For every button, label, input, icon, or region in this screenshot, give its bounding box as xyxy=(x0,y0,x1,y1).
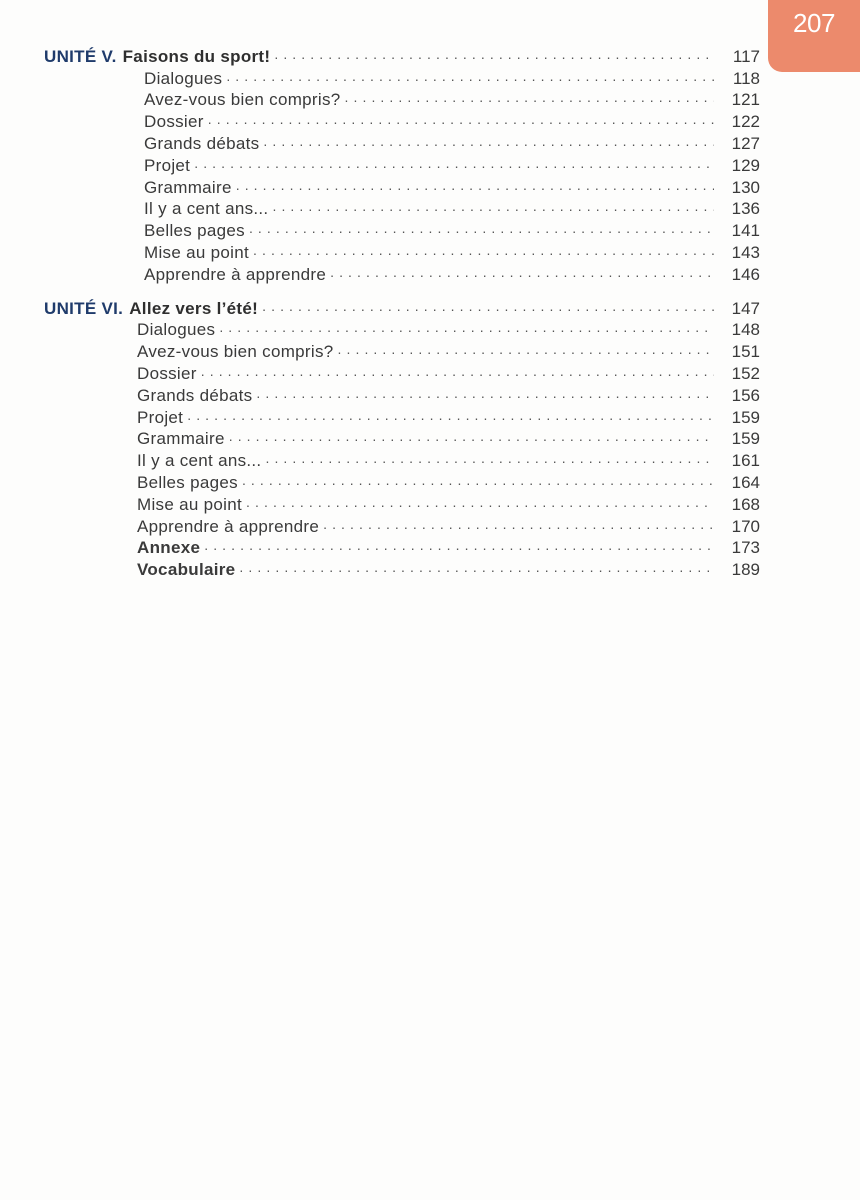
toc-entry-page: 151 xyxy=(731,342,760,362)
table-of-contents xyxy=(0,45,860,580)
toc-entry-page: 159 xyxy=(731,407,760,427)
dot-leader xyxy=(204,538,714,558)
toc-entry-page: 141 xyxy=(731,221,760,241)
dot-leader xyxy=(208,112,714,132)
dot-leader xyxy=(338,342,714,362)
toc-entry[interactable] xyxy=(0,384,760,406)
toc-entry-page: 164 xyxy=(731,472,760,492)
toc-entry-page: 121 xyxy=(731,90,760,110)
toc-entry[interactable] xyxy=(0,154,760,176)
dot-leader xyxy=(262,299,714,319)
toc-entry[interactable] xyxy=(0,110,760,132)
toc-entry-page: 173 xyxy=(731,538,760,558)
toc-entry-page: 130 xyxy=(731,177,760,197)
dot-leader xyxy=(226,69,714,89)
unit-title: Allez vers l’été! xyxy=(129,298,259,318)
toc-entry-label: Mise au point xyxy=(137,494,243,514)
unit-id: UNITÉ V. xyxy=(44,46,117,66)
toc-entry-label: Grands débats xyxy=(144,133,260,153)
toc-entry-page: 118 xyxy=(732,68,760,88)
toc-entry[interactable] xyxy=(0,219,760,241)
toc-entry-page: 189 xyxy=(731,560,760,580)
toc-entry[interactable] xyxy=(0,362,760,384)
toc-entry[interactable] xyxy=(0,406,760,428)
dot-leader xyxy=(236,178,714,198)
toc-entry[interactable] xyxy=(0,428,760,450)
toc-entry-label: Apprendre à apprendre xyxy=(144,264,327,284)
unit-page-number: 147 xyxy=(731,298,760,318)
dot-leader xyxy=(246,495,714,515)
toc-entry-page: 152 xyxy=(731,363,760,383)
toc-entry-annexe[interactable] xyxy=(0,537,760,559)
toc-entry[interactable] xyxy=(0,319,760,341)
toc-entry-label: Projet xyxy=(137,407,184,427)
toc-entry[interactable] xyxy=(0,241,760,263)
toc-entry-label: Belles pages xyxy=(144,221,245,241)
toc-entry-page: 161 xyxy=(731,451,760,471)
toc-entry-label: Il y a cent ans... xyxy=(144,199,269,219)
dot-leader xyxy=(265,451,714,471)
dot-leader xyxy=(187,408,714,428)
dot-leader xyxy=(194,156,714,176)
dot-leader xyxy=(201,364,714,384)
toc-entry-label: Apprendre à apprendre xyxy=(137,516,320,536)
dot-leader xyxy=(263,134,714,154)
toc-entry-label: Grammaire xyxy=(137,429,225,449)
dot-leader xyxy=(249,221,714,241)
toc-entry-page: 127 xyxy=(731,133,760,153)
toc-entry[interactable] xyxy=(0,471,760,493)
dot-leader xyxy=(330,265,714,285)
unit-heading[interactable] xyxy=(0,45,760,67)
toc-entry[interactable] xyxy=(0,67,760,89)
dot-leader xyxy=(229,429,714,449)
toc-entry-page: 156 xyxy=(731,385,760,405)
toc-entry-page: 129 xyxy=(731,155,760,175)
page-number: 207 xyxy=(793,8,835,38)
toc-entry-page: 143 xyxy=(731,242,760,262)
toc-entry-label: Dossier xyxy=(137,363,197,383)
toc-entry[interactable] xyxy=(0,340,760,362)
toc-entry[interactable] xyxy=(0,89,760,111)
dot-leader xyxy=(345,90,714,110)
dot-leader xyxy=(242,473,714,493)
dot-leader xyxy=(256,386,714,406)
toc-entry[interactable] xyxy=(0,198,760,220)
dot-leader xyxy=(219,320,714,340)
toc-entry-label: Vocabulaire xyxy=(137,560,236,580)
toc-entry-label: Avez-vous bien compris? xyxy=(137,342,334,362)
toc-entry-page: 148 xyxy=(731,320,760,340)
toc-entry-page: 170 xyxy=(731,516,760,536)
toc-entry[interactable] xyxy=(0,132,760,154)
unit-heading-label xyxy=(44,299,262,319)
toc-entry[interactable] xyxy=(0,493,760,515)
toc-entry-label: Dossier xyxy=(144,112,204,132)
toc-entry[interactable] xyxy=(0,515,760,537)
dot-leader xyxy=(239,560,714,580)
dot-leader xyxy=(272,199,714,219)
toc-entry-label: Belles pages xyxy=(137,472,238,492)
unit-heading-label xyxy=(44,47,274,67)
toc-entry-label: Avez-vous bien compris? xyxy=(144,90,341,110)
toc-entry[interactable] xyxy=(0,176,760,198)
unit-heading[interactable] xyxy=(0,297,760,319)
toc-entry[interactable] xyxy=(0,263,760,285)
dot-leader xyxy=(253,243,714,263)
toc-entry-label: Dialogues xyxy=(144,68,223,88)
toc-entry-page: 168 xyxy=(731,494,760,514)
unit-page-number: 117 xyxy=(732,46,760,66)
toc-entry-label: Mise au point xyxy=(144,242,250,262)
toc-entry-label: Dialogues xyxy=(137,320,216,340)
toc-entry-label: Annexe xyxy=(137,538,201,558)
toc-entry-label: Grands débats xyxy=(137,385,253,405)
toc-entry-page: 122 xyxy=(731,112,760,132)
toc-entry-label: Projet xyxy=(144,155,191,175)
toc-entry-vocabulaire[interactable] xyxy=(0,558,760,580)
toc-section-unit-5 xyxy=(0,45,760,285)
dot-leader xyxy=(323,517,714,537)
toc-entry-label: Grammaire xyxy=(144,177,232,197)
toc-entry-label: Il y a cent ans... xyxy=(137,451,262,471)
toc-entry-page: 136 xyxy=(731,199,760,219)
dot-leader xyxy=(274,47,714,67)
toc-entry-page: 159 xyxy=(731,429,760,449)
toc-entry[interactable] xyxy=(0,449,760,471)
toc-section-unit-6 xyxy=(0,297,760,580)
unit-title: Faisons du sport! xyxy=(122,46,271,66)
unit-id: UNITÉ VI. xyxy=(44,298,124,318)
toc-entry-page: 146 xyxy=(731,264,760,284)
